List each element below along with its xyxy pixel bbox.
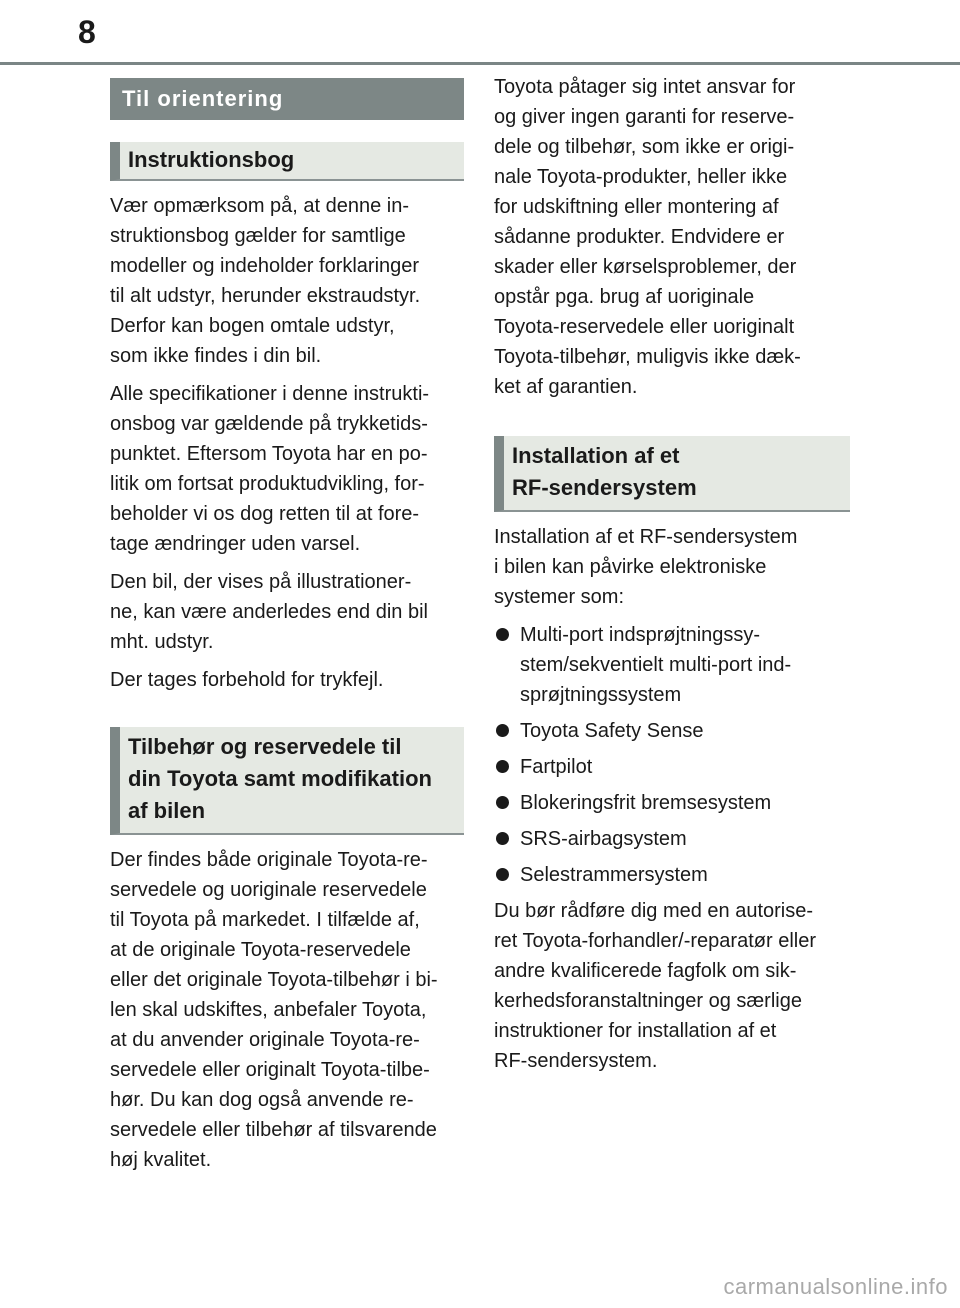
bullet-icon xyxy=(496,628,509,641)
paragraph-rf-intro: Installation af et RF-sendersystem i bilen kan påvirke elektroniske systemer som: xyxy=(494,526,798,608)
list-item-text: Multi-port indsprøjtningssy- stem/sekventielt multi-port ind- sprøjtningssystem xyxy=(520,624,792,706)
list-item-text: Selestrammersystem xyxy=(520,864,708,886)
list-item xyxy=(494,620,850,710)
list-item xyxy=(494,860,850,890)
paragraph-2: Alle specifikationer i denne instrukti- onsbog var gældende på trykketids- punktet. Eftersom Toyota har en po- litik om fortsat produktudvikling, for- beholder vi os dog retten til at fore- tage ændringer uden varsel. xyxy=(110,383,430,555)
paragraph-accessories: Der findes både originale Toyota-re- servedele og uoriginale reservedele til Toyota på markedet. I tilfælde af, at de originale Toyota-reservedele eller det originale Toyota-tilbehør i bi- len skal udskiftes, anbefaler Toyota, at du anvender originale Toyota-re- servedele eller originalt Toyota-tilbe- hør. Du kan dog også anvende re- servedele eller tilbehør af tilsvarende høj kvalitet. xyxy=(110,849,438,1171)
list-item-text: Toyota Safety Sense xyxy=(520,720,704,742)
paragraph-warranty: Toyota påtager sig intet ansvar for og giver ingen garanti for reserve- dele og tilbehør, som ikke er origi- nale Toyota-produkter, heller ikke for udskiftning eller montering af sådanne produkter. Endvidere er skader eller kørselsproblemer, der opstår pga. brug af uoriginale Toyota-reservedele eller uoriginalt Toyota-tilbehør, muligvis ikke dæk- ket af garantien. xyxy=(494,76,801,398)
bullet-icon xyxy=(496,868,509,881)
systems-list xyxy=(494,620,850,890)
paragraph-1: Vær opmærksom på, at denne in- struktionsbog gælder for samtlige modeller og indeholder forklaringer til alt udstyr, herunder ekstraudstyr. Derfor kan bogen omtale udstyr, som ikke findes i din bil. xyxy=(110,195,421,367)
right-column xyxy=(494,72,850,1076)
paragraph-advice: Du bør rådføre dig med en autorise- ret Toyota-forhandler/-reparatør eller andre kvalificerede fagfolk om sik- kerhedsforanstaltninger og særlige instruktioner for installation af et RF-sendersystem. xyxy=(494,900,816,1072)
paragraph-3: Den bil, der vises på illustrationer- ne, kan være anderledes end din bil mht. udstyr. xyxy=(110,571,428,653)
list-item-text: SRS-airbagsystem xyxy=(520,828,687,850)
list-item xyxy=(494,716,850,746)
bullet-icon xyxy=(496,796,509,809)
paragraph-4: Der tages forbehold for trykfejl. xyxy=(110,669,384,691)
list-item-text: Fartpilot xyxy=(520,756,593,778)
left-column xyxy=(110,78,464,1175)
header-rule xyxy=(0,62,960,65)
bullet-icon xyxy=(496,760,509,773)
list-item xyxy=(494,752,850,782)
section-title: Til orientering xyxy=(110,78,464,120)
page-number: 8 xyxy=(78,14,96,50)
bullet-icon xyxy=(496,832,509,845)
subheading-tilbehor: Tilbehør og reservedele til din Toyota samt modifikation af bilen xyxy=(110,727,464,835)
list-item xyxy=(494,788,850,818)
list-item-text: Blokeringsfrit bremsesystem xyxy=(520,792,772,814)
watermark: carmanualsonline.info xyxy=(723,1274,948,1299)
subheading-instruktionsbog: Instruktionsbog xyxy=(110,142,464,181)
subheading-rf-installation: Installation af et RF-sendersystem xyxy=(494,436,850,512)
list-item xyxy=(494,824,850,854)
bullet-icon xyxy=(496,724,509,737)
